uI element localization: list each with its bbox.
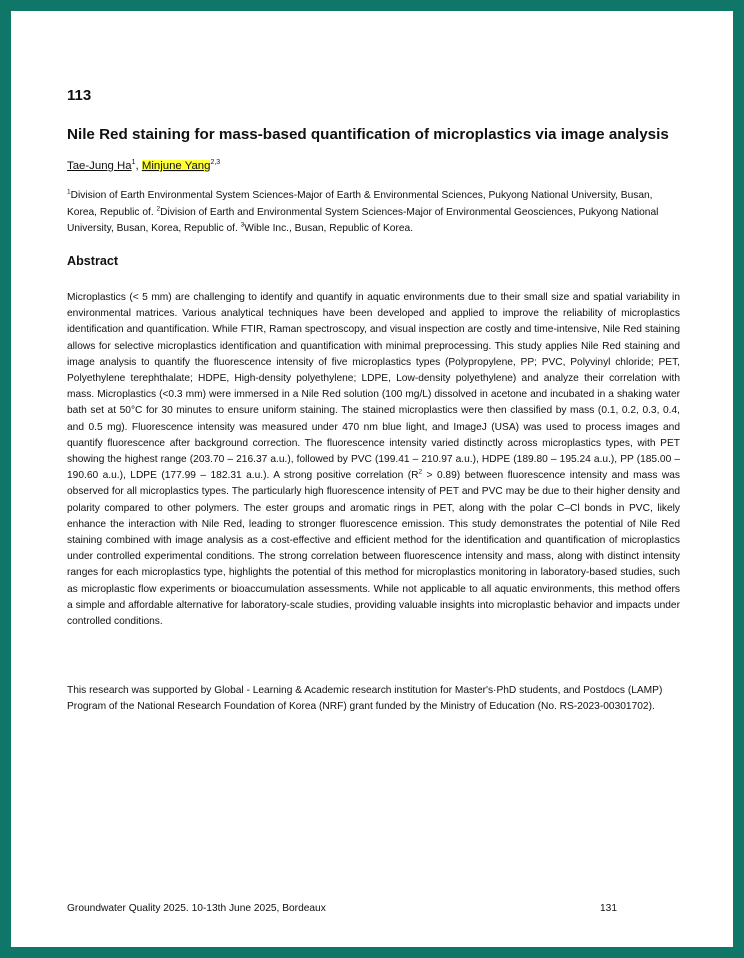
affiliation-marker: 2 — [156, 205, 161, 213]
author-affiliation-marker: 2,3 — [210, 159, 221, 167]
affiliation-text: Division of Earth and Environmental System Sciences-Major of Environmental Geosciences, Pukyong National University, Busan, Korea, Republic of. — [67, 206, 659, 234]
author-list — [67, 160, 220, 172]
footer-conference: Groundwater Quality 2025. 10-13th June 2025, Bordeaux — [67, 903, 326, 914]
superscript: 2 — [418, 468, 423, 476]
affiliations — [67, 188, 679, 238]
abstract-number: 113 — [67, 87, 92, 104]
abstract-heading: Abstract — [67, 254, 119, 268]
author-name: Tae-Jung Ha — [67, 160, 132, 172]
affiliation-text: Division of Earth Environmental System Sciences-Major of Earth & Environmental Sciences, Pukyong National University, Busan, Korea, Republic of. — [67, 190, 653, 218]
affiliation-text: Wible Inc., Busan, Republic of Korea. — [244, 223, 414, 234]
author-separator: , — [135, 160, 142, 172]
abstract-text: Microplastics (< 5 mm) are challenging to identify and quantify in aquatic environments due to their small size and spatial variability in environmental matrices. Various analytical techniques have been developed and applied to improve the reliability of microplastics identification and quantification. While FTIR, Raman spectroscopy, and visual inspection are costly and time-intensive, Nile Red staining allows for selective microplastics identification and quantification with minimal preprocessing. This study applies Nile Red staining and image analysis to quantify the fluorescence intensity of five microplastics types (Polypropylene, PP; PVC, Polyvinyl chloride; PET, Polyethylene terephthalate; HDPE, High-density polyethylene; LDPE, Low-density polyethylene) and analyze their correlation with mass. Microplastics (<0.3 mm) were immersed in a Nile Red solution (100 mg/L) dissolved in acetone and incubated in a shaking water bath set at 50°C for 30 minutes to ensure uniform staining. The stained microplastics were then classified by mass (0.1, 0.2, 0.3, 0.4, and 0.5 mg). Fluorescence intensity was measured under 470 nm blue light, and ImageJ (USA) was used to process images and quantify fluorescence after background correction. The fluorescence intensity varied distinctly across microplastics types, with PET showing the highest range (203.70 – 216.37 a.u.), followed by PVC (199.41 – 210.97 a.u.), HDPE (189.80 – 195.24 a.u.), PP (185.00 – 190.60 a.u.), LDPE (177.99 – 182.31 a.u.). A strong positive correlation (R — [67, 292, 680, 482]
affiliation-marker: 3 — [240, 221, 245, 229]
affiliation-marker: 1 — [67, 188, 71, 196]
abstract-text: > 0.89) between fluorescence intensity and mass was observed for all microplastics types. The particularly high fluorescence intensity of PET and PVC may be due to their higher density and polarity compared to other polymers. The ester groups and aromatic rings in PET, along with the polar C–Cl bonds in PVC, likely enhance the interaction with Nile Red, leading to stronger fluorescence emission. This study demonstrates the potential of Nile Red staining combined with image analysis as a cost-effective and efficient method for the identification and quantification of microplastics under controlled experimental conditions. The strong correlation between fluorescence intensity and mass, along with distinct intensity ranges for each microplastics type, highlights the potential of this method for microplastics monitoring in laboratory-based studies, such as microplastic flow experiments or bioaccumulation assessments. While not applicable to all aquatic environments, this method offers a simple and affordable alternative for laboratory-scale studies, providing valuable insights into microplastic behavior and impacts under controlled conditions. — [67, 470, 681, 628]
acknowledgement: This research was supported by Global - Learning & Academic research institution for Master's·PhD students, and Postdocs (LAMP) Program of the National Research Foundation of Korea (NRF) grant funded by the Ministry of Education (No. RS-2023-00301702). — [67, 685, 663, 713]
author-affiliation-marker: 1 — [131, 159, 136, 167]
abstract-body — [67, 290, 680, 630]
footer-page-number: 131 — [600, 903, 617, 914]
paper-title: Nile Red staining for mass-based quantification of microplastics via image analysis — [67, 126, 669, 143]
author-name: Minjune Yang — [141, 160, 211, 172]
